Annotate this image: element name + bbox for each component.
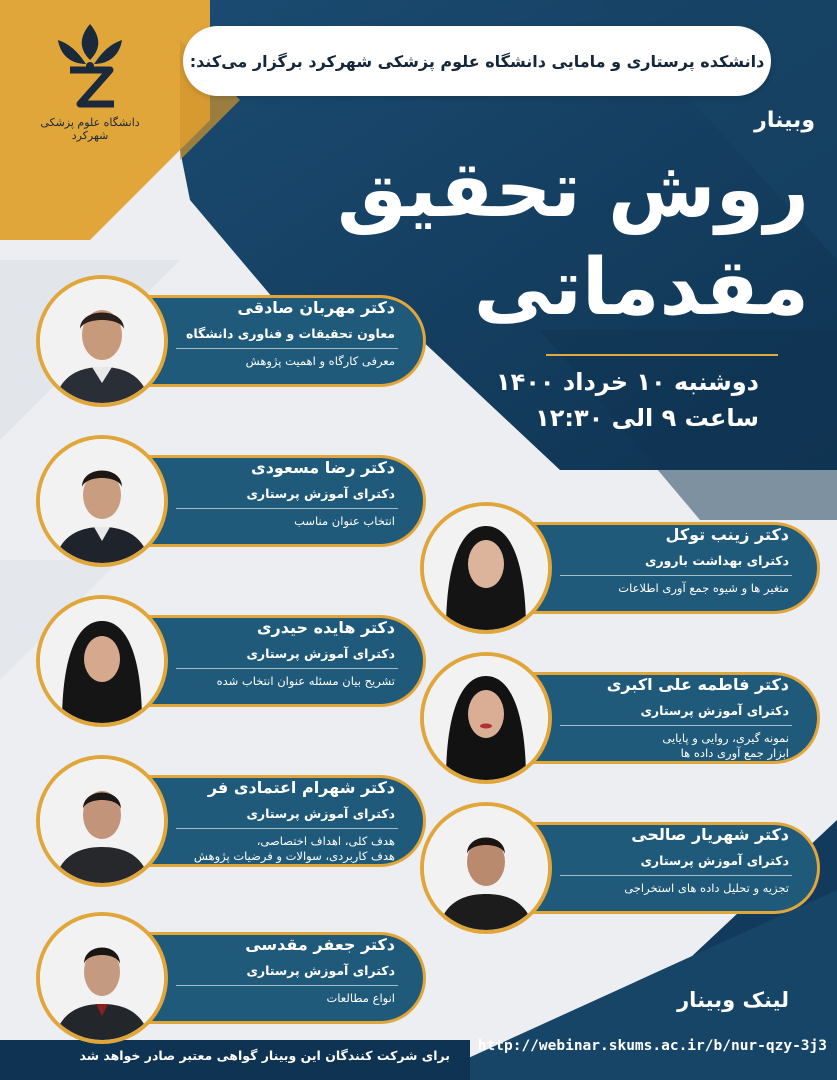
speaker-divider <box>176 828 398 829</box>
title-divider <box>546 354 778 356</box>
speaker-panel <box>520 822 820 914</box>
speaker-panel <box>136 455 426 547</box>
speaker-photo <box>40 279 164 403</box>
speaker-degree: معاون تحقیقات و فناوری دانشگاه <box>185 326 395 341</box>
organizer-banner: دانشکده پرستاری و مامایی دانشگاه علوم پزشکی شهرکرد برگزار می‌کند: <box>183 26 771 96</box>
logo-text: دانشگاه علوم پزشکی شهرکرد <box>40 116 140 142</box>
speaker-card <box>36 922 428 1034</box>
webinar-link-url[interactable]: http://webinar.skums.ac.ir/b/nur-qzy-3j3 <box>477 1038 827 1054</box>
speaker-topic: هدف کلی، اهداف اختصاصی، <box>256 834 395 848</box>
speaker-card <box>420 662 820 774</box>
certificate-bar <box>0 1043 460 1073</box>
speaker-photo-frame <box>36 435 168 567</box>
speaker-card <box>36 765 428 877</box>
speaker-card <box>36 605 428 717</box>
person-icon <box>40 916 164 1040</box>
speaker-degree: دکترای آموزش پرستاری <box>246 646 395 661</box>
speaker-photo-frame <box>36 595 168 727</box>
certificate-text: برای شرکت کنندگان این وبینار گواهی معتبر صادر خواهد شد <box>79 1048 450 1063</box>
speaker-name: دکتر فاطمه علی اکبری <box>606 675 789 694</box>
speaker-divider <box>560 575 792 576</box>
speaker-divider <box>176 668 398 669</box>
speaker-divider <box>176 348 398 349</box>
speaker-name: دکتر شهریار صالحی <box>631 825 789 844</box>
speaker-panel <box>136 775 426 867</box>
speaker-topic: معرفی کارگاه و اهمیت پژوهش <box>245 354 395 368</box>
person-icon <box>40 759 164 883</box>
logo-emblem-icon <box>30 14 150 114</box>
speaker-degree: دکترای آموزش پرستاری <box>246 963 395 978</box>
speaker-panel <box>136 932 426 1024</box>
speaker-card <box>420 812 820 924</box>
speaker-name: دکتر زینب توکل <box>665 525 789 544</box>
speaker-photo <box>424 806 548 930</box>
speaker-topic: متغیر ها و شیوه جمع آوری اطلاعات <box>618 581 789 595</box>
title-line-2: مقدماتی <box>473 243 809 333</box>
speaker-degree: دکترای آموزش پرستاری <box>640 703 789 718</box>
speaker-card <box>36 445 428 557</box>
speaker-panel <box>136 295 426 387</box>
person-icon <box>40 279 164 403</box>
speaker-photo <box>40 599 164 723</box>
speaker-divider <box>176 508 398 509</box>
webinar-label: وبینار <box>754 108 815 133</box>
speaker-photo <box>40 916 164 1040</box>
speaker-topic: تشریح بیان مسئله عنوان انتخاب شده <box>216 674 395 688</box>
title-line-1: روش تحقیق <box>337 145 809 235</box>
speaker-photo <box>40 759 164 883</box>
person-icon <box>40 599 164 723</box>
person-icon <box>424 806 548 930</box>
speaker-degree: دکترای بهداشت باروری <box>645 553 789 568</box>
speaker-card <box>36 285 428 397</box>
speaker-panel <box>520 522 820 614</box>
speaker-photo <box>424 506 548 630</box>
speaker-photo-frame <box>36 275 168 407</box>
speaker-name: دکتر جعفر مقدسی <box>245 935 395 954</box>
speaker-topic: تجزیه و تحلیل داده های استخراجی <box>624 881 789 895</box>
speaker-topic: نمونه گیری، روایی و پایایی <box>662 731 789 745</box>
speaker-photo-frame <box>36 755 168 887</box>
speaker-divider <box>560 725 792 726</box>
speaker-photo-frame <box>36 912 168 1044</box>
speaker-topic: انواع مطالعات <box>326 991 395 1005</box>
speaker-name: دکتر رضا مسعودی <box>251 458 395 477</box>
event-date: دوشنبه ۱۰ خرداد ۱۴۰۰ <box>495 368 759 396</box>
person-icon <box>424 506 548 630</box>
speaker-topic-line-2: هدف کاربردی، سوالات و فرضیات پژوهش <box>193 849 395 863</box>
speaker-name: دکتر هایده حیدری <box>256 618 395 637</box>
speaker-divider <box>176 985 398 986</box>
speaker-divider <box>560 875 792 876</box>
speaker-photo-frame <box>420 652 552 784</box>
event-time: ساعت ۹ الی ۱۲:۳۰ <box>535 404 759 432</box>
speaker-panel <box>520 672 820 764</box>
speaker-panel <box>136 615 426 707</box>
speaker-photo-frame <box>420 802 552 934</box>
speaker-name: دکتر مهربان صادقی <box>237 298 395 317</box>
person-icon <box>424 656 548 780</box>
speaker-card <box>420 512 820 624</box>
speaker-topic: انتخاب عنوان مناسب <box>294 514 395 528</box>
person-icon <box>40 439 164 563</box>
speaker-name: دکتر شهرام اعتمادی فر <box>207 778 395 797</box>
speaker-photo-frame <box>420 502 552 634</box>
speaker-degree: دکترای آموزش پرستاری <box>246 486 395 501</box>
speaker-topic-line-2: ابزار جمع آوری داده ها <box>680 746 789 760</box>
speaker-degree: دکترای آموزش پرستاری <box>246 806 395 821</box>
university-logo <box>30 14 150 144</box>
webinar-link-title: لینک وبینار <box>677 988 789 1012</box>
speaker-degree: دکترای آموزش پرستاری <box>640 853 789 868</box>
speaker-photo <box>424 656 548 780</box>
speaker-photo <box>40 439 164 563</box>
